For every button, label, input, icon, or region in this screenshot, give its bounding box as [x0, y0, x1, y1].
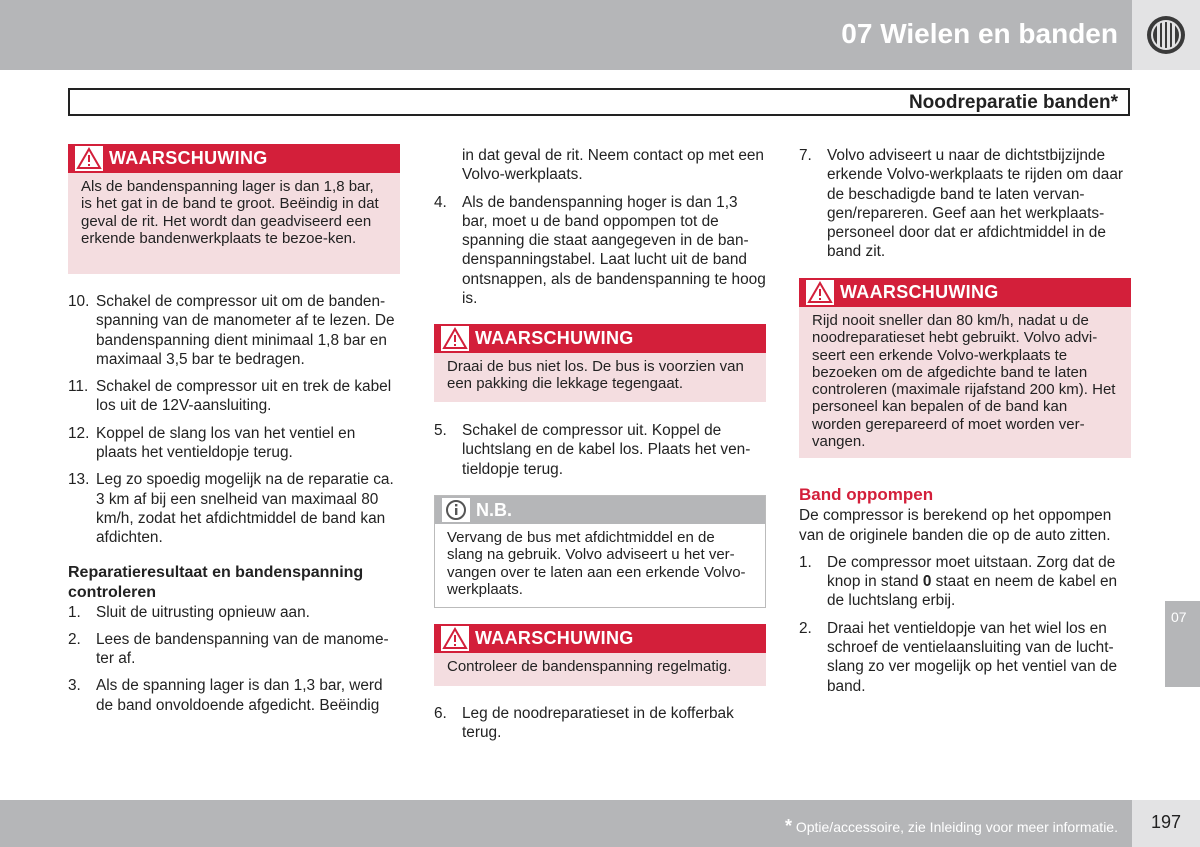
column-2-step6 — [434, 704, 766, 743]
warning-header — [434, 324, 766, 353]
note-box — [434, 495, 766, 608]
footer-note — [785, 816, 1118, 837]
warning-header — [434, 624, 766, 653]
list-item: 4. Als de bandenspanning hoger is dan 1,3 bar, moet u de band oppompen tot de spanning die staat aangegeven in de ban-denspanningstabel. Laat lucht uit de band ontsnappen, als de bandenspanning te hoog is. — [434, 193, 766, 308]
band-oppompen-heading: Band oppompen — [799, 485, 934, 504]
warning-box-1 — [68, 144, 400, 274]
list-item: 6. Leg de noodreparatieset in de kofferbak terug. — [434, 705, 734, 742]
list-item: 11. Schakel de compressor uit en trek de kabel los uit de 12V-aansluiting. — [68, 378, 392, 415]
page-number-box — [1132, 800, 1200, 847]
subheading: Reparatieresultaat en bandenspanning controleren — [68, 563, 364, 601]
warning-text: Controleer de bandenspanning regelmatig. — [447, 658, 732, 675]
list-item: 3. Als de spanning lager is dan 1,3 bar, werd de band onvoldoende afgedicht. Beëindig — [68, 677, 383, 714]
warning-title: WAARSCHUWING — [840, 282, 999, 302]
warning-text: Als de bandenspanning lager is dan 1,8 bar, is het gat in de band te groot. Beëindig in dat geval de rit. Het wordt dan geadviseerd een erkende bandenwerkplaats te bezoe-ken. — [81, 178, 379, 247]
info-icon — [442, 498, 470, 522]
column-1-steps — [68, 292, 400, 715]
warning-text: Rijd nooit sneller dan 80 km/h, nadat u de noodreparatieset hebt gebruikt. Volvo advi-seert een erkende Volvo-werkplaats te bezoeken om de afgedichte band te laten controleren (maximale rijafstand 200 km). Het personeel kan bepalen of de band kan worden gerepareerd of moet worden ver-vangen. — [812, 312, 1116, 451]
intro-text: De compressor is berekend op het oppompen van de originele banden die op de auto zitten. — [799, 507, 1112, 544]
warning-triangle-icon — [806, 280, 834, 305]
list-item: 5. Schakel de compressor uit. Koppel de luchtslang en de kabel los. Plaats het ven-tieldopje terug. — [434, 422, 751, 478]
chapter-icon-box — [1132, 0, 1200, 70]
column-3-step7 — [799, 146, 1132, 262]
list-item: 2. Draai het ventieldopje van het wiel los en schroef de ventielaansluiting van de lucht-slang zo ver mogelijk op het ventiel van de band. — [799, 619, 1118, 695]
column-2-top — [434, 146, 766, 308]
warning-triangle-icon — [75, 146, 103, 171]
warning-title: WAARSCHUWING — [109, 148, 268, 168]
warning-box-4 — [799, 278, 1131, 458]
page-number: 197 — [1150, 812, 1182, 832]
warning-header — [799, 278, 1131, 307]
list-item: 2. Lees de bandenspanning van de manome-ter af. — [68, 630, 389, 668]
list-item: 10. Schakel de compressor uit om de banden-spanning van de manometer af te lezen. De bandenspanning dient minimaal 1,8 bar en maximaal 3,5 bar te bedragen. — [68, 293, 395, 368]
list-item: 7. Volvo adviseert u naar de dichtstbijzijnde erkende Volvo-werkplaats te rijden om daar de beschadigde band te laten vervan-gen/repareren. Geef aan het werkplaats-personeel door dat er afdichtmiddel in de band zit. — [799, 147, 1123, 261]
warning-triangle-icon — [441, 626, 469, 651]
warning-box-3 — [434, 624, 766, 686]
list-item: 12. Koppel de slang los van het ventiel en plaats het ventieldopje terug. — [68, 424, 356, 462]
list-item: 1. Sluit de uitrusting opnieuw aan. — [68, 603, 310, 621]
chapter-title: 07 Wielen en banden — [841, 18, 1118, 49]
footer-note-text: Optie/accessoire, zie Inleiding voor meer informatie. — [795, 819, 1118, 835]
warning-title: WAARSCHUWING — [475, 328, 634, 348]
list-item: 1. De compressor moet uitstaan. Zorg dat de knop in stand 0 staat en neem de kabel en de luchtslang erbij. — [799, 553, 1118, 610]
warning-title: WAARSCHUWING — [475, 628, 634, 648]
warning-box-2 — [434, 324, 766, 402]
list-item: 13. Leg zo spoedig mogelijk na de reparatie ca. 3 km af bij een snelheid van maximaal 80 km/h, zodat het afdichtmiddel de band kan afdichten. — [68, 471, 394, 547]
continuation-text: in dat geval de rit. Neem contact op met een Volvo-werkplaats. — [462, 147, 764, 184]
note-header — [435, 496, 765, 524]
warning-header — [68, 144, 400, 173]
side-tab-label: 07 — [1171, 609, 1187, 625]
warning-triangle-icon — [441, 326, 469, 351]
tire-icon — [1145, 14, 1187, 56]
section-title: Noodreparatie banden* — [908, 92, 1118, 113]
note-text: Vervang de bus met afdichtmiddel en de slang na gebruik. Volvo adviseert u het ver-vangen over te laten aan een erkende Volvo-werkplaats. — [447, 529, 746, 598]
footer-star: * — [784, 816, 792, 836]
column-3-bottom — [799, 485, 1132, 696]
column-2-step5 — [434, 421, 766, 479]
note-title: N.B. — [476, 500, 512, 520]
chapter-side-tab — [1165, 601, 1200, 687]
warning-text: Draai de bus niet los. De bus is voorzien van een pakking die lekkage tegengaat. — [447, 358, 744, 393]
section-title-box — [68, 88, 1130, 116]
